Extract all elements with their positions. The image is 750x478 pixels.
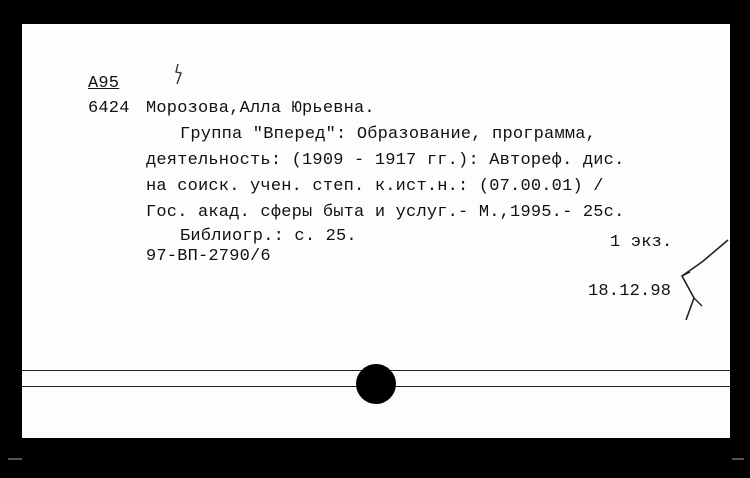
punch-hole	[356, 364, 396, 404]
title-line-2: деятельность: (1909 - 1917 гг.): Автореф. дис.	[146, 151, 625, 170]
edge-mark-left	[8, 458, 22, 460]
shelfmark: A95	[88, 74, 120, 93]
edge-mark-right	[732, 458, 744, 460]
bibliography-note: Библиогр.: с. 25.	[180, 227, 357, 246]
title-line-4: Гос. акад. сферы быта и услуг.- М.,1995.- 25с.	[146, 203, 625, 222]
copies-count: 1 экз.	[610, 233, 673, 252]
check-mark	[672, 236, 730, 326]
handwritten-mark	[170, 62, 186, 88]
inventory-number: 6424	[88, 99, 130, 118]
registration-number: 97-ВП-2790/6	[146, 247, 271, 266]
date-stamp: 18.12.98	[588, 282, 672, 301]
author-heading: Морозова,Алла Юрьевна.	[146, 99, 375, 118]
title-line-3: на соиск. учен. степ. к.ист.н.: (07.00.01) /	[146, 177, 604, 196]
title-line-1: Группа "Вперед": Образование, программа,	[180, 125, 597, 144]
catalog-card	[22, 24, 730, 438]
